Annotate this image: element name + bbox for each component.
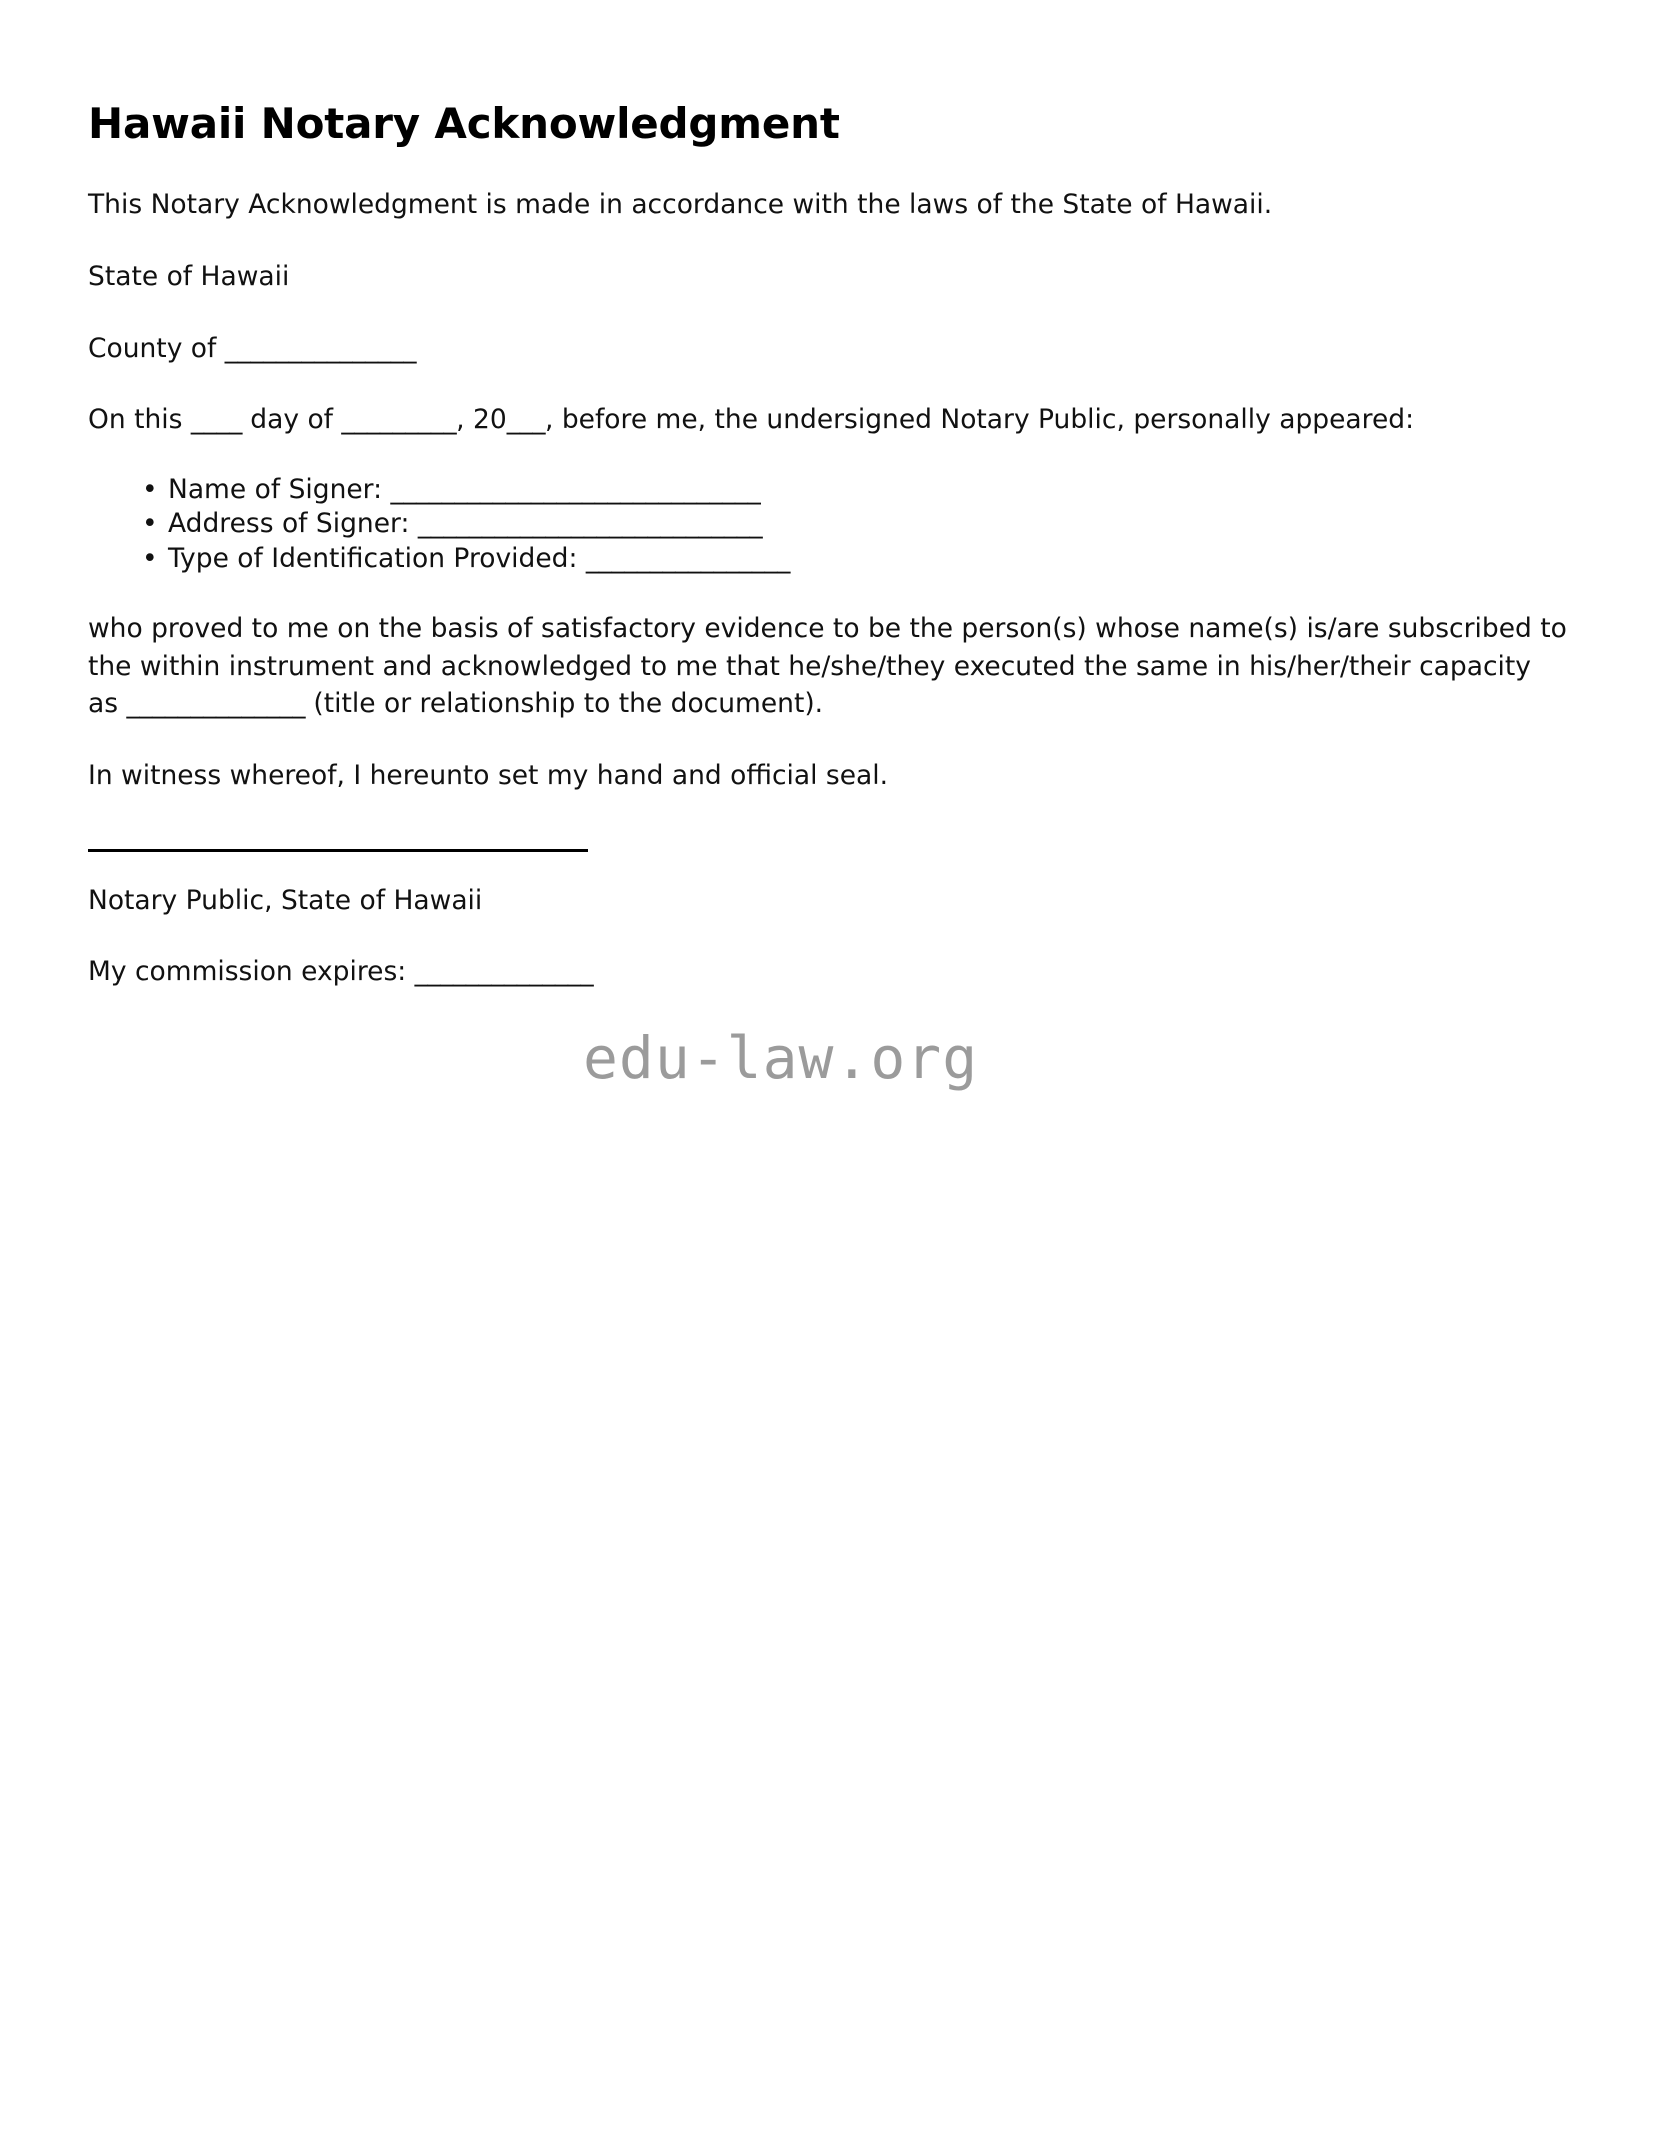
commission-expires-blank-field[interactable]: ______________ (414, 956, 594, 988)
appearance-paragraph (88, 401, 1568, 439)
date-text-2: day of (241, 404, 342, 436)
date-text-4: , before me, the undersigned Notary Public, personally appeared: (545, 404, 1415, 436)
capacity-blank-field[interactable]: ______________ (126, 688, 305, 720)
signer-details-list (88, 473, 1568, 576)
commission-expiry-line (88, 953, 1568, 991)
notary-signature-line[interactable] (88, 849, 588, 852)
evidence-text-2: (title or relationship to the document). (304, 688, 824, 720)
date-text-3: , 20 (456, 404, 507, 436)
county-line (88, 330, 1568, 368)
identification-type-blank-field[interactable]: ________________ (585, 542, 790, 574)
name-of-signer-blank-field[interactable]: _____________________________ (390, 473, 761, 505)
county-label: County of (88, 332, 225, 364)
bullet-icon: • (142, 542, 158, 574)
month-blank-field[interactable]: _________ (341, 404, 457, 436)
date-text-1: On this (88, 404, 191, 436)
bullet-icon: • (142, 473, 158, 505)
document-body (88, 100, 1568, 1025)
page-title: Hawaii Notary Acknowledgment (88, 99, 840, 148)
day-blank-field[interactable]: ____ (190, 404, 242, 436)
list-item (142, 507, 1568, 541)
year-blank-field[interactable]: ___ (506, 404, 545, 436)
evidence-text-1: who proved to me on the basis of satisfactory evidence to be the person(s) whose name(s) is/are subscribed to the within instrument and acknowledged to me that he/she/they executed the same in his/her/their capacity as (88, 613, 1567, 720)
commission-expires-label: My commission expires: (88, 956, 415, 988)
name-of-signer-label: Name of Signer: (168, 473, 391, 505)
address-of-signer-blank-field[interactable]: ___________________________ (417, 508, 763, 540)
identification-type-label: Type of Identification Provided: (168, 542, 586, 574)
notary-title-line: Notary Public, State of Hawaii (88, 884, 483, 916)
intro-paragraph: This Notary Acknowledgment is made in accordance with the laws of the State of Hawaii. (88, 189, 1273, 221)
site-watermark: edu-law.org (583, 1024, 979, 1092)
address-of-signer-label: Address of Signer: (168, 508, 418, 540)
witness-paragraph: In witness whereof, I hereunto set my hand and official seal. (88, 759, 889, 791)
bullet-icon: • (142, 508, 158, 540)
list-item (142, 473, 1568, 507)
list-item (142, 542, 1568, 576)
county-blank-field[interactable]: _______________ (224, 332, 417, 364)
state-line: State of Hawaii (88, 260, 290, 292)
evidence-paragraph (88, 610, 1568, 723)
